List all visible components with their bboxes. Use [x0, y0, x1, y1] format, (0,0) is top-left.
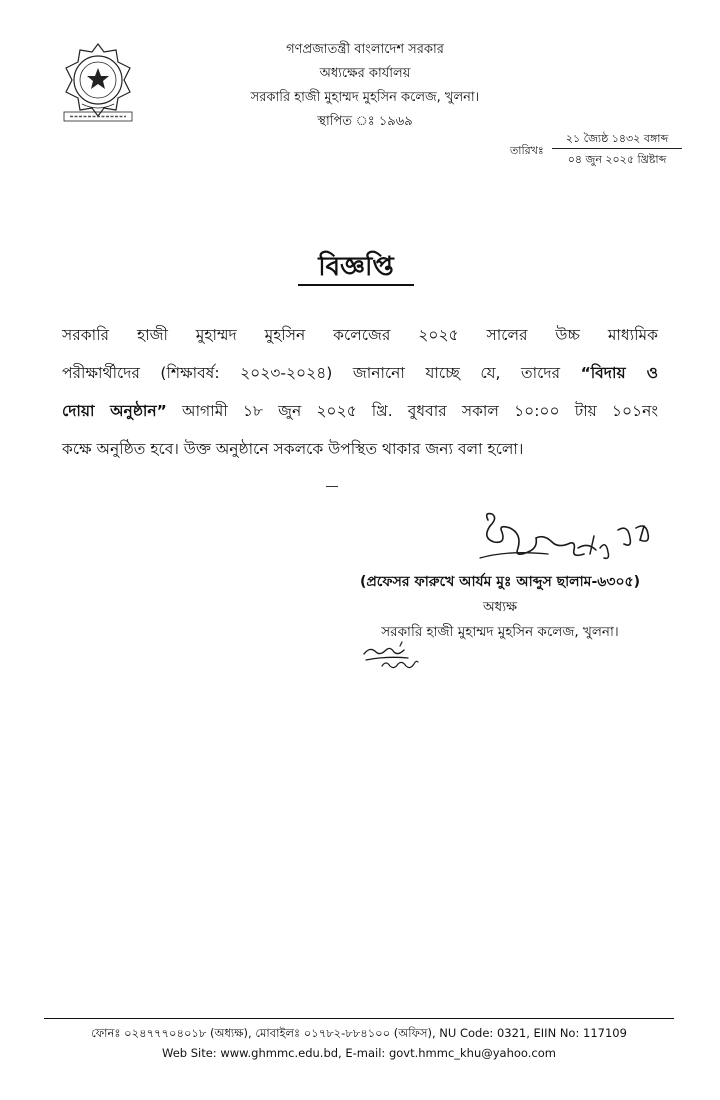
signature-scribble-icon: [458, 508, 658, 578]
date-divider: [552, 148, 682, 149]
notice-line-2: [62, 354, 658, 392]
footer-divider: [44, 1018, 674, 1019]
notice-line-2-text: পরীক্ষার্থীদের (শিক্ষাবর্ষ: ২০২৩-২০২৪) জানানো যাচ্ছে যে, তাদের: [62, 364, 581, 382]
date-block: [510, 130, 690, 170]
established-year: স্থাপিত ঃ ১৯৬৯: [317, 114, 413, 129]
notice-body: [62, 316, 658, 468]
received-note: [360, 640, 430, 672]
notice-line-4: কক্ষে অনুষ্ঠিত হবে। উক্ত অনুষ্ঠানে সকলকে উপস্থিত থাকার জন্য বলা হলো।: [62, 440, 524, 458]
college-logo: [58, 40, 138, 122]
college-name: সরকারি হাজী মুহাম্মদ মুহসিন কলেজ, খুলনা।: [250, 90, 480, 105]
college-seal-icon: [58, 40, 138, 122]
office-header: [180, 38, 550, 134]
title-underline: [298, 284, 414, 286]
notice-title: বিজ্ঞপ্তি: [318, 252, 394, 282]
contact-footer: [44, 1023, 674, 1063]
signer-block: [320, 570, 680, 645]
notice-line-3: [62, 392, 658, 430]
stray-mark: [326, 486, 338, 487]
signer-title: অধ্যক্ষ: [482, 599, 518, 615]
office-name: অধ্যক্ষের কার্যালয়: [319, 66, 411, 81]
handwritten-note-icon: [360, 640, 430, 672]
date-bangla: ২১ জ্যৈষ্ঠ ১৪৩২ বঙ্গাব্দ: [565, 132, 669, 145]
date-gregorian: ০৪ জুন ২০২৫ খ্রিষ্টাব্দ: [567, 153, 667, 166]
footer-web-line: Web Site: www.ghmmc.edu.bd, E-mail: govt.hmmc_khu@yahoo.com: [162, 1046, 556, 1060]
signer-name: (প্রফেসর ফারুখে আর্যম মুঃ আব্দুস ছালাম-৬৩০৫): [359, 574, 641, 590]
government-name: গণপ্রজাতন্ত্রী বাংলাদেশ সরকার: [286, 42, 444, 57]
notice-line-3-text: আগামী ১৮ জুন ২০২৫ খ্রি. বুধবার সকাল ১০:০০ টায় ১০১নং: [166, 402, 659, 420]
signer-institution: সরকারি হাজী মুহাম্মদ মুহসিন কলেজ, খুলনা।: [381, 624, 619, 640]
principal-signature: [458, 508, 658, 578]
footer-contact-line: ফোনঃ ০২৪৭৭৭০৪০১৮ (অধ্যক্ষ), মোবাইলঃ ০১৭৮২-৮৮৪১০০ (অফিস), NU Code: 0321, EIIN No: 117109: [91, 1026, 627, 1040]
notice-line-1: সরকারি হাজী মুহাম্মদ মুহসিন কলেজের ২০২৫ সালের উচ্চ মাধ্যমিক: [62, 326, 658, 344]
event-name-part-2: দোয়া অনুষ্ঠান”: [62, 402, 167, 420]
date-label: তারিখঃ: [510, 144, 544, 157]
event-name-part-1: “বিদায় ও: [580, 364, 658, 382]
